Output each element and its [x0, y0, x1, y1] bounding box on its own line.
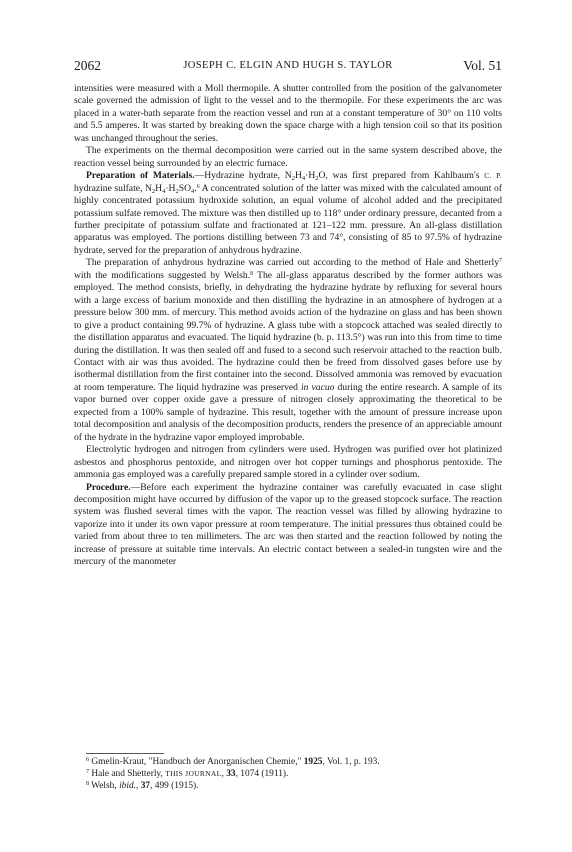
running-header — [74, 58, 502, 76]
volume-label: Vol. 51 — [463, 58, 502, 73]
paragraph: Electrolytic hydrogen and nitrogen from cylinders were used. Hydrogen was purified over hot platinized asbestos and phosphorus pentoxide, and nitrogen over hot copper turnings and phosphorus pentoxide. The ammonia gas employed was a carefully prepared sample stored in a cylinder over sodium. — [74, 444, 502, 481]
paragraph: Procedure.—Before each experiment the hydrazine container was carefully evacuated in case slight decomposition might have occurred by diffusion of the vapor up to the greased stopcock surface. The reaction system was flushed several times with the vapor. The reaction vessel was filled by allowing hydrazine to vaporize into it under its own vapor pressure at room temperature. The initial pressures thus obtained could be varied from about three to ten millimeters. The arc was then started and the reaction followed by noting the increase of pressure at suitable time intervals. An electric contact between a sealed-in tungsten wire and the mercury of the manometer — [74, 481, 502, 568]
page-number: 2062 — [74, 58, 101, 73]
running-title: JOSEPH C. ELGIN AND HUGH S. TAYLOR — [183, 60, 393, 71]
footnote: $^7$ Hale and Shetterly, THIS JOURNAL, 33, 1074 (1911). — [86, 769, 289, 779]
paragraph: The experiments on the thermal decomposition were carried out in the same system described above, the reaction vessel being surrounded by an electric furnace. — [74, 145, 502, 169]
footnote: $^8$ Welsh, ibid., 37, 499 (1915). — [86, 781, 199, 791]
paragraph: Preparation of Materials.—Hydrazine hydrate, $N_2H_4\cdot H_2O$, was first prepared from Kahlbaum's C. P. hydrazine sulfate, $N_2H_4\cdot H_2SO_4.^6$ A concentrated solution of the latter was mixed with the calculated amount of highly concentrated potassium hydroxide solution, an equal volume of alcohol added and the precipitated potassium sulfate removed. The mixture was then distilled up to 118° under ordinary pressure, decanted from a further precipitate of potassium sulfate and fractionated at 121–122 mm. pressure. An all-glass distillation apparatus was employed. The portions distilling between 73 and 74°, consisting of 85 to 97.5% of hydrazine hydrate, served for the preparation of anhydrous hydrazine. — [74, 170, 502, 256]
footnote: $^6$ Gmelin-Kraut, "Handbuch der Anorganischen Chemie," 1925, Vol. 1, p. 193. — [86, 757, 380, 767]
footnotes — [86, 756, 502, 792]
article-body — [74, 83, 502, 569]
paragraph: intensities were measured with a Moll thermopile. A shutter controlled from the position of the galvanometer scale governed the admission of light to the vessel and to the thermopile. For these experiments the arc was placed in a water-bath separate from the reaction vessel and run at a constant temperature of 30° on 110 volts and 5.5 amperes. It was started by breaking down the space charge with a high tension coil so that its position was unchanged throughout the series. — [74, 83, 502, 144]
paragraph: The preparation of anhydrous hydrazine was carried out according to the method of Hale and Shetterly$^7$ with the modifications suggested by Welsh.$^8$ The all-glass apparatus described by the former authors was employed. The method consists, briefly, in dehydrating the hydrazine hydrate by refluxing for several hours with a large excess of barium monoxide and then distilling the hydrazine in an atmosphere of hydrogen at a pressure below 300 mm. of mercury. This method avoids action of the hydrazine on glass and has been shown to give a product containing 99.7% of hydrazine. A glass tube with a stopcock attached was sealed directly to the distillation apparatus and evacuated. The liquid hydrazine (b. p. 113.5°) was run into this from time to time during the distillation. It was then sealed off and fused to a second such reservoir attached to the reaction bulb. Contact with air was thus avoided. The hydrazine could then be freed from dissolved gases before use by isothermal distillation from the first container into the second. Dissolved ammonia was removed by evacuation at room temperature. The liquid hydrazine was preserved in vacuo during the entire research. A sample of its vapor burned over copper oxide gave a pressure of nitrogen closely approximating the theoretical to be expected from a 100% sample of hydrazine. This result, together with the amount of pressure increase upon total decomposition and analysis of the decomposition products, renders the presence of an appreciable amount of the hydrate in the hydrazine vapor employed improbable. — [74, 257, 502, 443]
footnote-rule — [86, 753, 164, 754]
